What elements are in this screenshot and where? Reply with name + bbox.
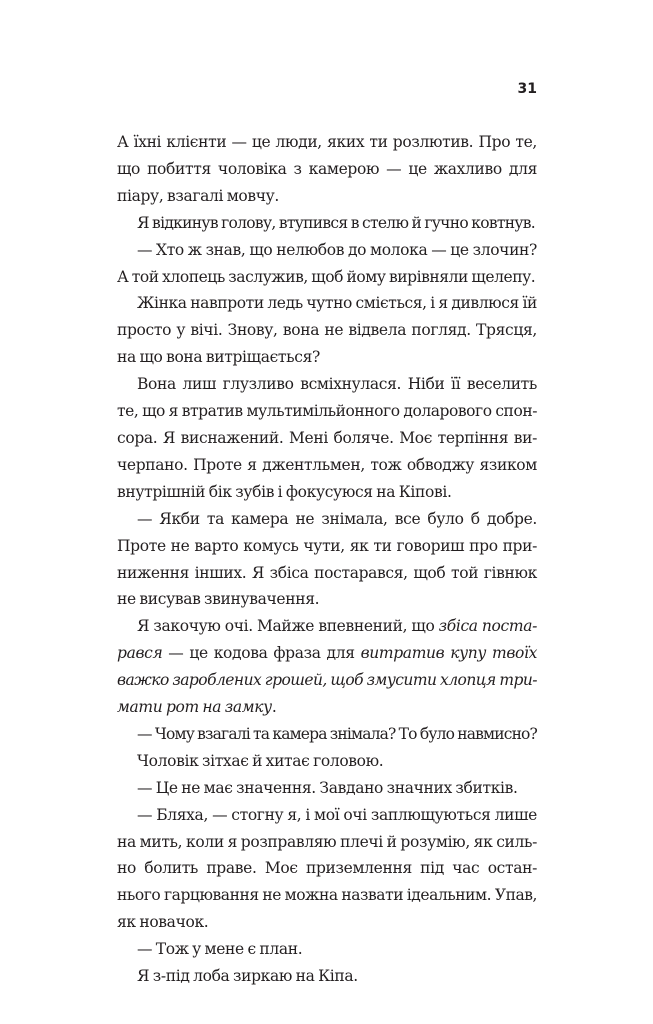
text-segment: — Це не має значення. Завдано значних збитків. [137,778,518,797]
text-line [117,317,537,344]
text-segment: Чоловік зітхає й хитає головою. [137,751,384,770]
text-segment: — Чому взагалі та камера знімала? То було навмисно? [137,724,537,743]
text-line [117,775,537,802]
text-segment: не висував звинувачення. [117,590,320,609]
text-segment: просто у вічі. Знову, вона не відвела погляд. Трясця, [117,321,537,340]
text-segment: Вона лиш глузливо всміхнулася. Ніби її веселить [137,375,537,394]
italic-text-segment: мати рот на замку [117,698,272,717]
italic-text-segment: збіса поста- [438,617,537,636]
text-line [117,183,537,210]
text-line [117,963,537,990]
text-segment: ниження інших. Я збіса постарався, щоб той гівнюк [117,563,537,582]
text-segment: Жінка навпроти ледь чутно сміється, і я дивлюся їй [137,294,537,313]
text-segment: що побиття чоловіка з камерою — це жахливо для [117,159,537,178]
text-segment: А їхні клієнти — це люди, яких ти розлютив. Про те, [117,133,537,151]
text-line [117,613,537,640]
text-segment: нього гарцювання не можна назвати ідеальним. Упав, [117,886,537,905]
text-segment: Проте не варто комусь чути, як ти говориш про при- [117,536,537,555]
text-line [117,506,537,533]
text-segment: Я з-під лоба зиркаю на Кіпа. [137,967,358,986]
text-line [117,882,537,909]
text-line [117,802,537,829]
text-line [117,667,537,694]
text-segment: — Хто ж знав, що нелюбов до молока — це злочин? [137,240,537,259]
text-segment: піару, взагалі мовчу. [117,186,279,205]
text-segment: — Бляха, — стогну я, і мої очі заплющуються лише [137,805,537,824]
text-segment: як новачок. [117,913,209,932]
text-segment: сора. Я виснажений. Мені боляче. Моє терпіння ви- [117,428,537,447]
text-line [117,129,537,156]
text-segment: — Тож у мене є план. [137,940,303,959]
text-segment: внутрішній бік зубів і фокусуюся на Кіпові. [117,482,452,501]
italic-text-segment: важко зароблених грошей, щоб змусити хлопця три- [117,671,537,690]
text-segment: Я відкинув голову, втупився в стелю й гучно ковтнув. [137,213,536,232]
text-segment: на що вона витріщається? [117,348,320,367]
text-line [117,344,537,371]
text-segment: но болить праве. Моє приземлення під час остан- [117,859,537,878]
text-line [117,909,537,936]
text-line [117,452,537,479]
text-segment: Я закочую очі. Майже впевнений, що [137,617,439,636]
text-segment: — це кодова фраза для [162,644,361,663]
text-line [117,425,537,452]
text-segment: на мить, коли я розправляю плечі й розумію, як силь- [117,832,537,851]
text-line [117,586,537,613]
text-line [117,398,537,425]
text-line [117,829,537,856]
text-line [117,694,537,721]
text-segment: те, що я втратив мультимільйонного доларового спон- [117,402,537,421]
text-segment: черпано. Проте я джентльмен, тож обводжу язиком [117,455,537,474]
italic-text-segment: витратив купу твоїх [360,644,537,663]
text-segment: . [271,698,277,717]
text-line [117,237,537,264]
text-line [117,560,537,587]
text-segment: — Якби та камера не знімала, все було б добре. [137,509,537,528]
text-line [117,721,537,748]
text-line [117,210,537,237]
text-line [117,156,537,183]
text-line [117,640,537,667]
text-line [117,371,537,398]
page-number: 31 [517,81,537,97]
text-line [117,479,537,506]
text-line [117,936,537,963]
text-line [117,855,537,882]
italic-text-segment: рався [117,644,163,663]
text-line [117,533,537,560]
text-segment: А той хлопець заслужив, щоб йому вирівняли щелепу. [117,267,536,286]
text-line [117,264,537,291]
text-line [117,290,537,317]
book-text-body [117,129,537,990]
text-line [117,748,537,775]
